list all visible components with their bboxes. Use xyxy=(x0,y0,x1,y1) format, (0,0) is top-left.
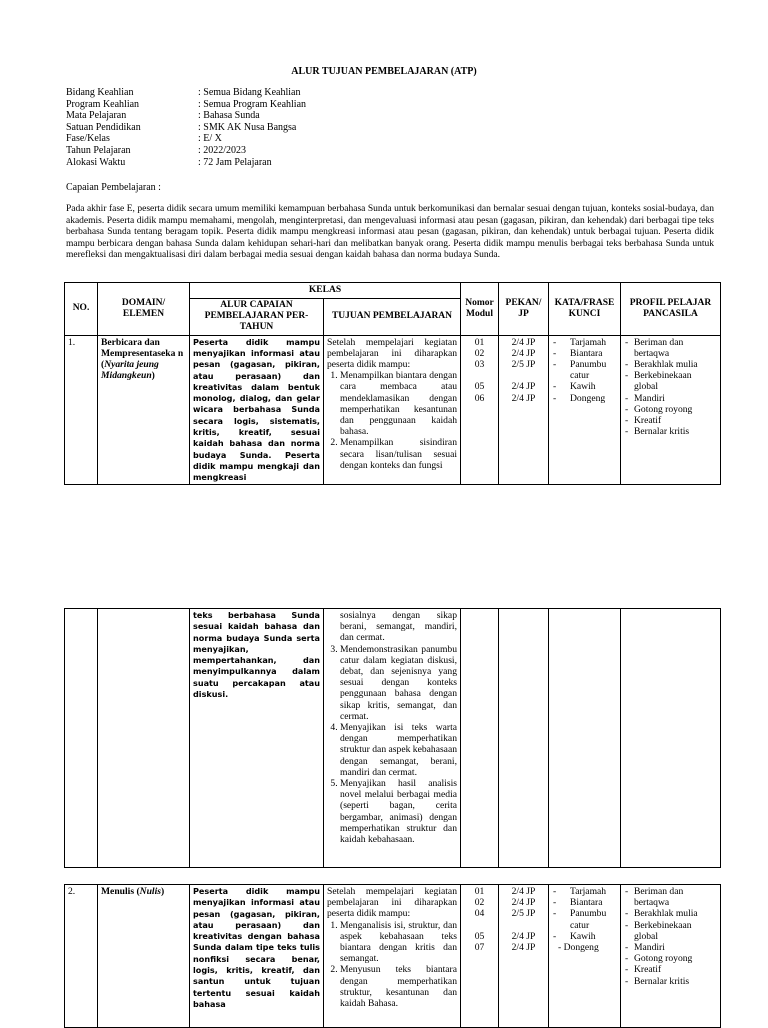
row-domain xyxy=(98,885,190,1028)
modul-number: 06 xyxy=(474,392,485,404)
profil-item: - Beriman dan bertaqwa xyxy=(634,886,717,908)
row-modul xyxy=(461,335,499,484)
meta-row xyxy=(66,157,306,169)
modul-number: 04 xyxy=(474,908,485,920)
row-kata xyxy=(549,885,621,1028)
modul-number: 05 xyxy=(474,381,485,393)
row-modul xyxy=(461,885,499,1028)
meta-label: Bidang Keahlian xyxy=(66,87,134,98)
meta-label: Fase/Kelas xyxy=(66,133,110,145)
capaian-label: Capaian Pembelajaran : xyxy=(66,182,161,193)
profil-item: - Beriman dan bertaqwa xyxy=(634,337,717,359)
profil-item: - Gotong royong xyxy=(634,404,717,415)
kata-item: - Panumbu catur xyxy=(562,908,617,930)
tujuan-intro: Setelah mempelajari kegiatan pembelajaran ini diharapkan peserta didik mampu: xyxy=(327,886,457,920)
modul-number: 01 xyxy=(474,336,485,348)
modul-number: 05 xyxy=(474,930,485,942)
alur-text: teks berbahasa Sunda sesuai kaidah bahasa dan norma budaya Sunda serta menyajikan, mempertahankan, dan menyimpulkannya dalam suatu percakapan atau diskusi. xyxy=(193,610,320,700)
header-pekan: PEKAN/ JP xyxy=(499,283,549,336)
capaian-text: Pada akhir fase E, peserta didik secara umum memiliki kemampuan berbahasa Sunda untuk berkomunikasi dan bernalar sesuai dengan tujuan, konteks sosial-budaya, dan akademis. Peserta didik mampu memahami, mengolah, menginterpretasi, dan mengevaluasi informasi atau pesan (gagasan, pikiran, dan kehendak) dari berbagai tipe teks berbahasa Sunda tentang beragam topik. Peserta didik mampu mengkreasi informasi atau pesan (gagasan, pikiran, dan kehendak) untuk berbagai tujuan. Peserta didik mampu berbicara dengan bahasa Sunda dalam kehidupan sehari-hari dan melibatkan banyak orang. Peserta didik mampu menulis berbagai teks berbahasa Sunda untuk merefleksi dan mengaktualisasi diri dalam berbagai media sesuai dengan kaidah bahasa dan norma budaya Sunda. xyxy=(66,204,714,260)
tujuan-item: 1. Menampilkan biantara dengan cara membaca atau mendeklamasikan dengan memperhatikan kesantunan dan penggunaan kaidah bahasa. xyxy=(340,370,457,437)
row-alur-cell xyxy=(190,885,324,1028)
profil-item: - Bernalar kritis xyxy=(634,976,717,987)
pekan-value: 2/4 JP xyxy=(511,930,536,942)
pekan-value: 2/4 JP xyxy=(511,897,536,909)
domain-end: ) xyxy=(151,370,155,382)
meta-value: : 72 Jam Pelajaran xyxy=(198,156,272,168)
profil-item: - Berakhlak mulia xyxy=(634,908,717,919)
profil-item: - Bernalar kritis xyxy=(634,426,717,437)
pekan-value: 2/4 JP xyxy=(511,942,536,953)
header-alur: ALUR CAPAIAN PEMBELAJARAN PER-TAHUN xyxy=(190,299,324,336)
domain-name: Berbicara dan Mempresentaseka n ( xyxy=(101,336,184,371)
header-kata: KATA/FRASE KUNCI xyxy=(549,283,621,336)
row-number: 1. xyxy=(65,335,98,484)
pekan-value: 2/4 JP xyxy=(511,381,536,393)
document-title: ALUR TUJUAN PEMBELAJARAN (ATP) xyxy=(291,66,477,77)
pekan-value: 2/4 JP xyxy=(511,392,536,404)
domain-italic: Nulis xyxy=(139,886,161,897)
domain-name: Menulis ( xyxy=(101,886,140,897)
table-row xyxy=(65,885,721,1028)
row-alur-cell xyxy=(190,335,324,484)
tujuan-item: 4. Menyajikan isi teks warta dengan memperhatikan struktur dan aspek kebahasaan dengan semangat, berani, mandiri dan cermat. xyxy=(340,722,457,778)
modul-number: 07 xyxy=(474,942,485,953)
tujuan-item: 5. Menyajikan hasil analisis novel melalui berbagai media (seperti bagan, cerita bergambar, animasi) dengan memperhatikan struktur dan kaidah kebahasaan. xyxy=(340,778,457,845)
row-pekan xyxy=(499,885,549,1028)
meta-value: : 2022/2023 xyxy=(198,144,247,156)
meta-row xyxy=(66,122,306,134)
tujuan-cont: sosialnya dengan sikap berani, semangat, mandiri, dan cermat. xyxy=(340,610,457,644)
kata-item: - Tarjamah xyxy=(562,886,617,897)
meta-value: : SMK AK Nusa Bangsa xyxy=(198,121,297,133)
modul-number: 02 xyxy=(474,347,485,359)
header-modul: Nomor Modul xyxy=(461,283,499,336)
meta-value: : Semua Bidang Keahlian xyxy=(198,87,301,98)
pekan-value: 2/4 JP xyxy=(511,336,536,348)
row-pekan xyxy=(499,335,549,484)
modul-number: 03 xyxy=(474,359,485,371)
alur-text: Peserta didik mampu menyajikan informasi atau pesan (gagasan, pikiran, atau perasaan) dan kreativitas dengan bahasa Sunda dalam tipe teks tulis nonfiksi secara benar, logis, kritis, kreatif, dan santun untuk tujuan tertentu sesuai kaidah bahasa xyxy=(193,886,320,1008)
row-alur-cell xyxy=(190,609,324,868)
row-number: 2. xyxy=(65,885,98,1028)
kata-item: - Biantara xyxy=(562,348,617,359)
row-tujuan-cell xyxy=(324,335,461,484)
row-domain xyxy=(98,335,190,484)
kata-item: - Kawih xyxy=(562,931,617,942)
kata-item-last: - Dongeng xyxy=(558,942,599,954)
pekan-value: 2/4 JP xyxy=(511,886,536,897)
meta-value: : E/ X xyxy=(198,133,222,145)
kata-item: - Panumbu catur xyxy=(562,359,617,381)
pekan-value: 2/4 JP xyxy=(511,347,536,359)
meta-label: Alokasi Waktu xyxy=(66,156,126,168)
profil-item: - Kreatif xyxy=(634,415,717,426)
modul-number: 01 xyxy=(474,886,485,897)
alur-text: Peserta didik mampu menyajikan informasi atau pesan (gagasan, pikiran, atau perasaan) dan kreativitas dalam bentuk monolog, dialog, dan gelar wicara berbahasa Sunda secara logis, sistematis, kritis, kreatif, sesuai kaidah bahasa dan norma budaya Sunda. Peserta didik mampu mengkaji dan mengkreasi xyxy=(193,336,320,483)
domain-end: ) xyxy=(161,886,165,897)
meta-label: Satuan Pendidikan xyxy=(66,121,141,133)
row-tujuan-cell xyxy=(324,885,461,1028)
tujuan-item: 1. Menganalisis isi, struktur, dan aspek kebahasaan teks biantara dengan kritis dan semangat. xyxy=(340,920,457,965)
row-profil xyxy=(621,885,721,1028)
domain-italic: Nyarita jeung Midangkeun xyxy=(101,359,159,382)
pekan-value: 2/5 JP xyxy=(511,359,536,371)
meta-row xyxy=(66,99,306,111)
meta-row xyxy=(66,133,306,145)
row-profil xyxy=(621,335,721,484)
header-domain: DOMAIN/ ELEMEN xyxy=(98,283,190,336)
atp-table-row-2 xyxy=(64,884,721,1028)
meta-label: Program Keahlian xyxy=(66,98,140,110)
header-no: NO. xyxy=(65,283,98,336)
header-kelas: KELAS xyxy=(190,283,461,299)
row-tujuan-cell xyxy=(324,609,461,868)
profil-item: - Mandiri xyxy=(634,942,717,953)
meta-value: : Bahasa Sunda xyxy=(198,110,260,122)
pekan-value: 2/5 JP xyxy=(511,908,536,920)
table-row xyxy=(65,609,721,868)
meta-label: Tahun Pelajaran xyxy=(66,144,131,156)
tujuan-intro: Setelah mempelajari kegiatan pembelajaran ini diharapkan peserta didik mampu: xyxy=(327,336,457,371)
profil-item: - Berkebinekaan global xyxy=(634,920,717,942)
profil-item: - Mandiri xyxy=(634,393,717,404)
row-kata xyxy=(549,335,621,484)
profil-item: - Gotong royong xyxy=(634,953,717,964)
kata-item: - Dongeng xyxy=(562,393,617,404)
modul-number: 02 xyxy=(474,897,485,909)
meta-row xyxy=(66,87,306,99)
meta-row xyxy=(66,145,306,157)
tujuan-item: 2. Menampilkan sisindiran secara lisan/tulisan sesuai dengan konteks dan fungsi xyxy=(340,437,457,471)
tujuan-item: 2. Menyusun teks biantara dengan memperhatikan struktur, kesantunan dan kaidah Bahasa. xyxy=(340,964,457,1008)
table-row xyxy=(65,335,721,484)
kata-item: - Tarjamah xyxy=(562,337,617,348)
meta-row xyxy=(66,110,306,122)
profil-item: - Kreatif xyxy=(634,964,717,975)
kata-item: - Biantara xyxy=(562,897,617,908)
atp-table-header-segment xyxy=(64,282,721,485)
atp-table-continuation xyxy=(64,608,721,868)
profil-item: - Berakhlak mulia xyxy=(634,359,717,370)
header-profil: PROFIL PELAJAR PANCASILA xyxy=(621,283,721,336)
meta-label: Mata Pelajaran xyxy=(66,110,127,122)
tujuan-item: 3. Mendemonstrasikan panumbu catur dalam kegiatan diskusi, debat, dan sejenisnya yang sesuai dengan konteks penggunaan bahasa dengan sikap kritis, semangat, dan cermat. xyxy=(340,644,457,722)
kata-item: - Kawih xyxy=(562,381,617,392)
header-tujuan: TUJUAN PEMBELAJARAN xyxy=(324,299,461,336)
profil-item: - Berkebinekaan global xyxy=(634,370,717,392)
meta-value: : Semua Program Keahlian xyxy=(198,98,307,110)
document-meta xyxy=(66,87,306,168)
